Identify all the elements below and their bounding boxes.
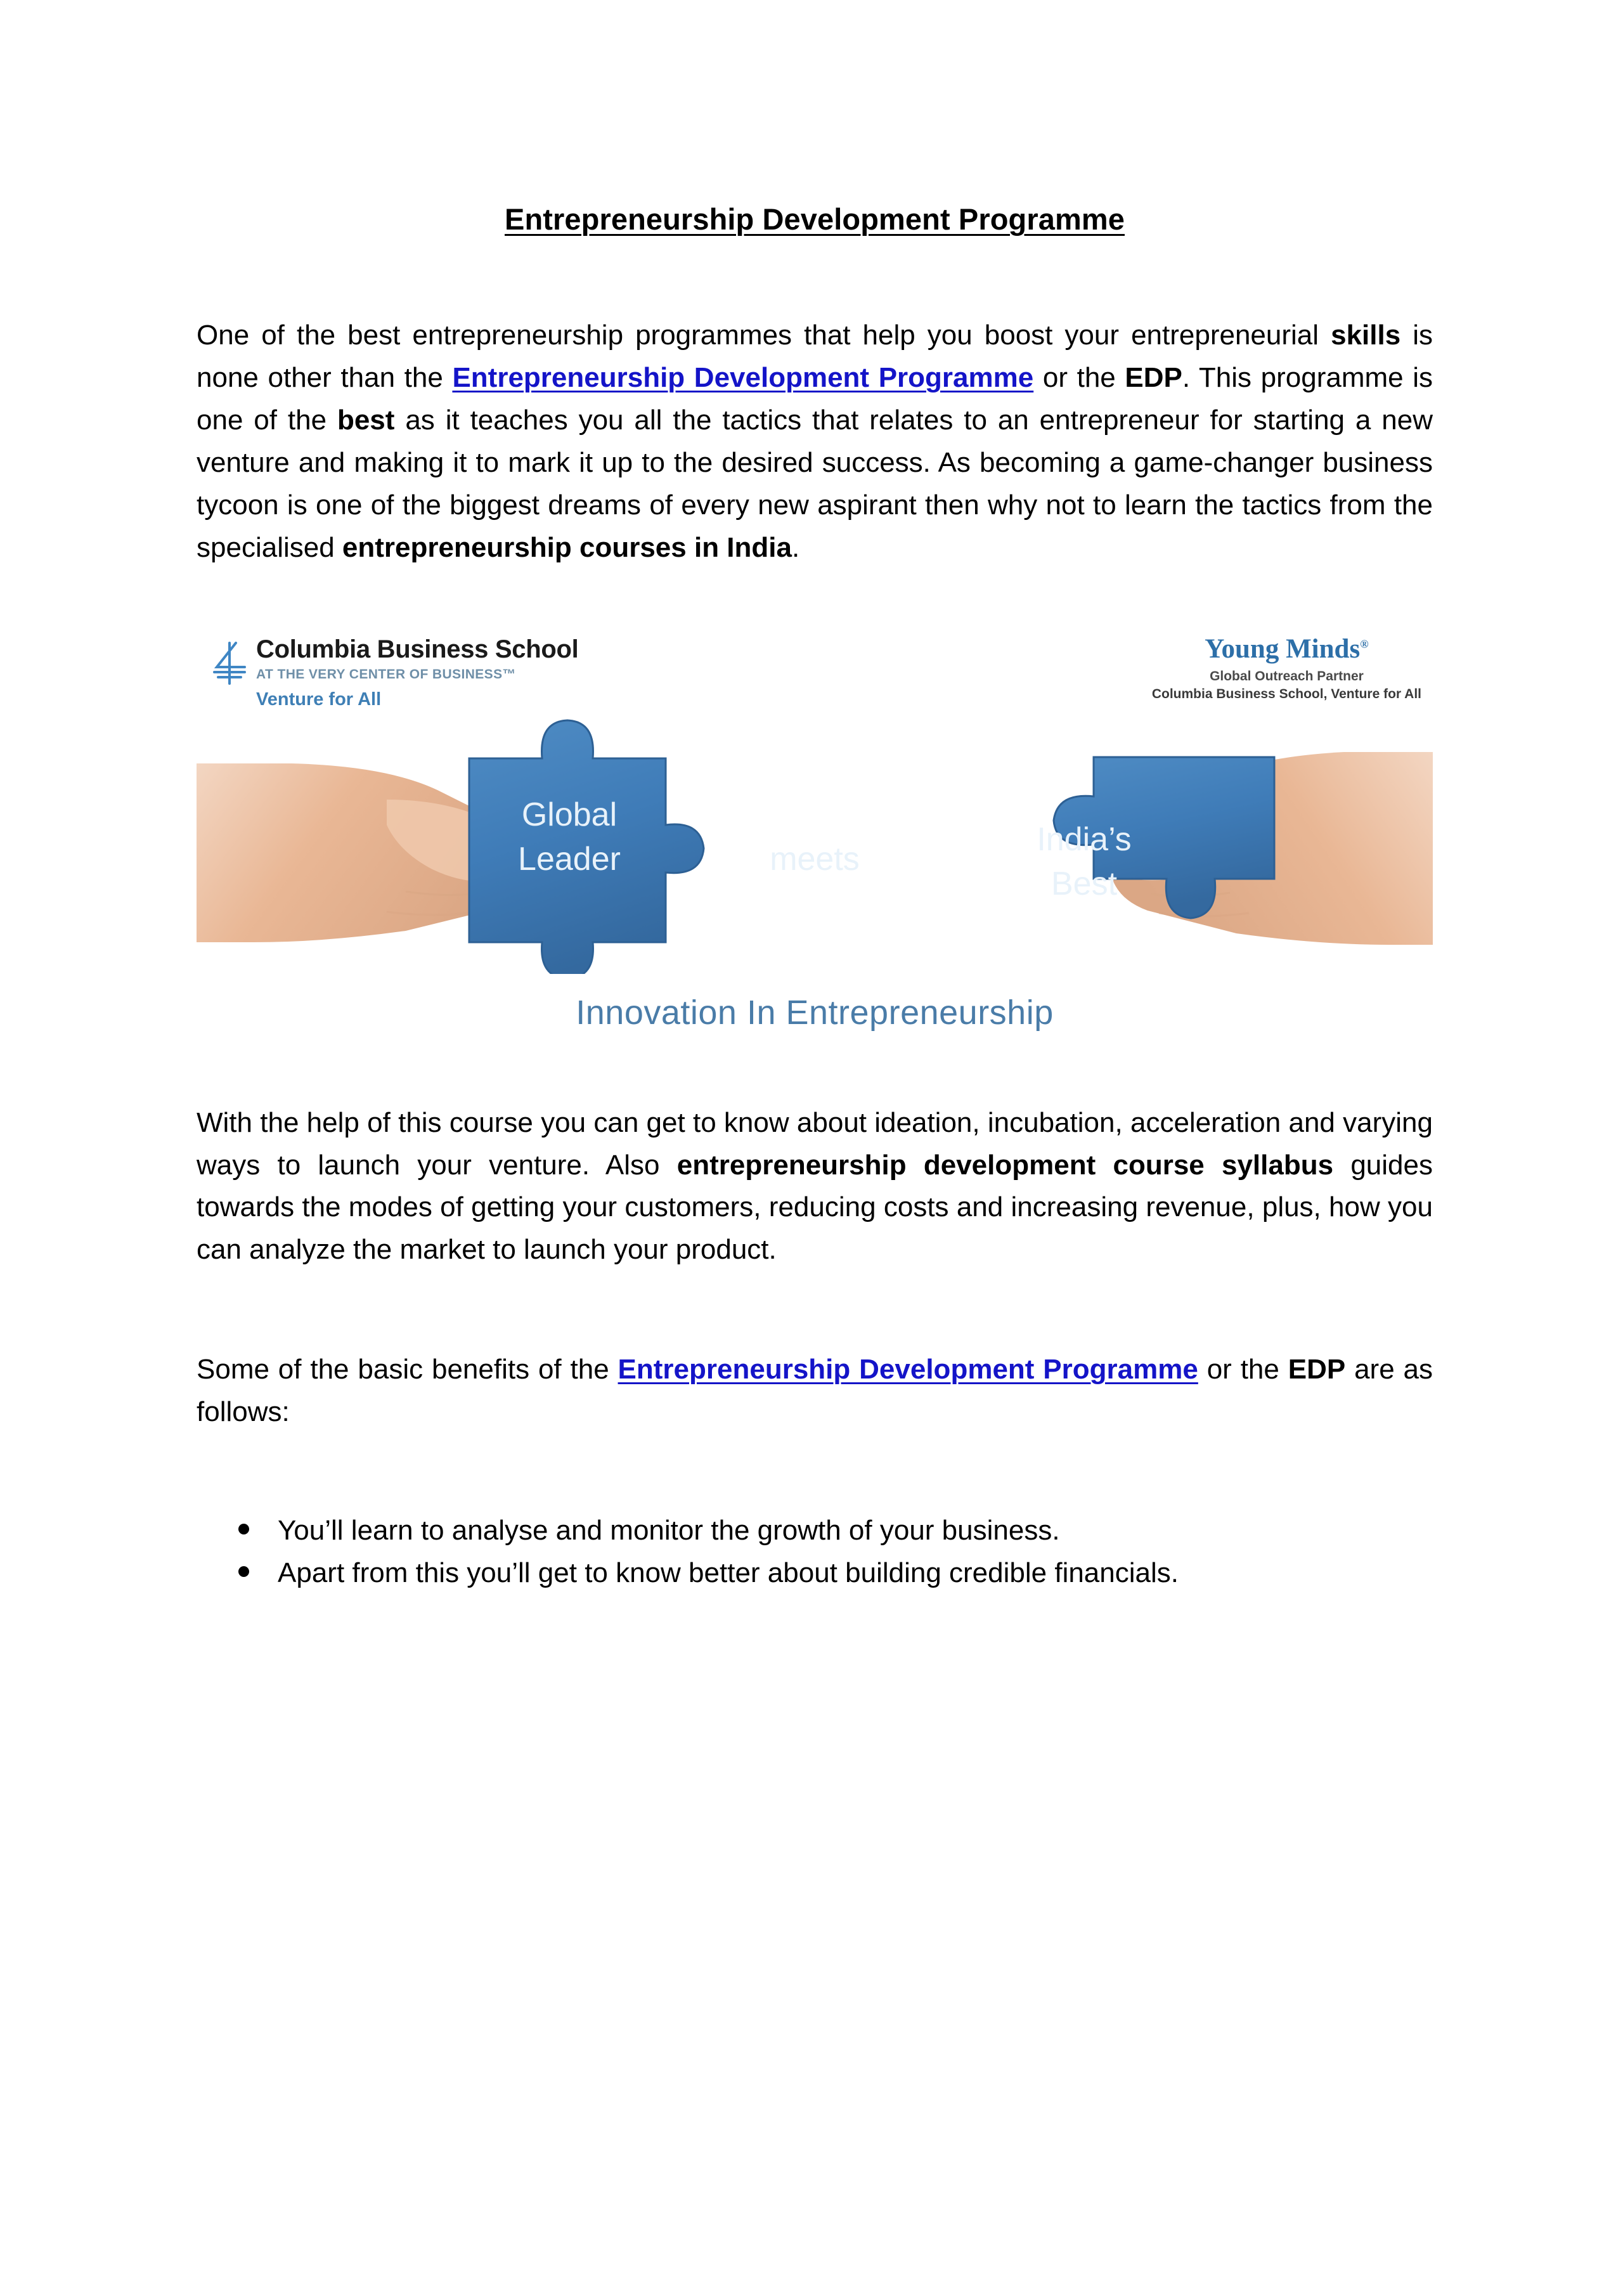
list-item-text: You’ll learn to analyse and monitor the growth of your business. — [278, 1514, 1060, 1546]
puzzle-label-indias: India’s — [1037, 820, 1132, 858]
para1-seg5: as it teaches you all the tactics that relates to an entrepreneur for starting a new venture and making it to mark it up to the desired success. As becoming a game-changer business tycoon is one of the biggest dreams of every new aspirant then why not to learn the tactics from the specialised — [197, 405, 1433, 563]
columbia-crown-icon — [210, 639, 250, 686]
young-minds-line1: Global Outreach Partner — [1210, 668, 1364, 684]
para3-seg1: Some of the basic benefits of the — [197, 1354, 618, 1385]
puzzle-label-best: Best — [1051, 865, 1118, 902]
paragraph-benefits-intro — [197, 1349, 1433, 1434]
bullet-dot-icon — [238, 1524, 249, 1534]
columbia-name: Columbia Business School — [256, 635, 579, 663]
page-title-text: Entrepreneurship Development Programme — [505, 202, 1125, 236]
list-item — [197, 1510, 1433, 1552]
link-edp-2[interactable]: Entrepreneurship Development Programme — [618, 1354, 1198, 1385]
benefits-list — [197, 1510, 1433, 1595]
para2-seg1: With the help of this course you can get to know about ideation, incubation, acceleration and varying ways to launch your venture. Also — [197, 1106, 1433, 1181]
link-edp-1[interactable]: Entrepreneurship Development Programme — [452, 362, 1034, 394]
para1-bold-edp: EDP — [1125, 362, 1182, 394]
document-content — [197, 0, 1433, 1595]
paragraph-intro — [197, 315, 1433, 569]
list-item-text: Apart from this you’ll get to know better about building credible financials. — [278, 1557, 1179, 1588]
list-item — [197, 1552, 1433, 1595]
young-minds-trademark: ® — [1360, 637, 1369, 651]
puzzle-label-meets: meets — [770, 840, 860, 878]
puzzle-label-leader: Leader — [518, 840, 621, 878]
para2-seg2: guides towards the modes of getting your customers, reducing costs and increasing revenue, plus, how you can analyze the market to launch your product. — [197, 1149, 1433, 1266]
para1-seg1: One of the best entrepreneurship programmes that help you boost your entrepreneurial — [197, 320, 1331, 351]
bullet-dot-icon — [238, 1566, 249, 1577]
columbia-tagline: AT THE VERY CENTER OF BUSINESS™ — [256, 666, 516, 682]
para1-bold-skills: skills — [1331, 320, 1401, 351]
para1-seg6: . — [791, 531, 800, 563]
figure-innovation-in-entrepreneurship — [197, 613, 1433, 1031]
young-minds-name — [1152, 635, 1421, 663]
para1-seg4: . This programme is one of the — [197, 362, 1433, 436]
puzzle-label-global: Global — [521, 796, 618, 833]
puzzle-hands-illustration — [197, 686, 1433, 974]
paragraph-course-details — [197, 1102, 1433, 1272]
para3-bold-edp: EDP — [1288, 1354, 1346, 1385]
para1-bold-best: best — [337, 405, 395, 436]
columbia-subtitle: Venture for All — [256, 689, 382, 710]
para1-bold-courses-india: entrepreneurship courses in India — [342, 531, 792, 563]
young-minds-line2: Columbia Business School, Venture for All — [1151, 686, 1421, 701]
para3-seg2: or the — [1198, 1354, 1288, 1385]
para2-bold-syllabus: entrepreneurship development course syllabus — [676, 1149, 1334, 1181]
para1-seg2: is none other than the — [197, 320, 1433, 394]
para1-seg3: or the — [1033, 362, 1125, 394]
figure-tagline: Innovation In Entrepreneurship — [576, 993, 1054, 1031]
para3-seg3: are as follows: — [197, 1354, 1433, 1428]
page-title — [197, 202, 1433, 237]
young-minds-name-text: Young Minds — [1205, 633, 1361, 664]
